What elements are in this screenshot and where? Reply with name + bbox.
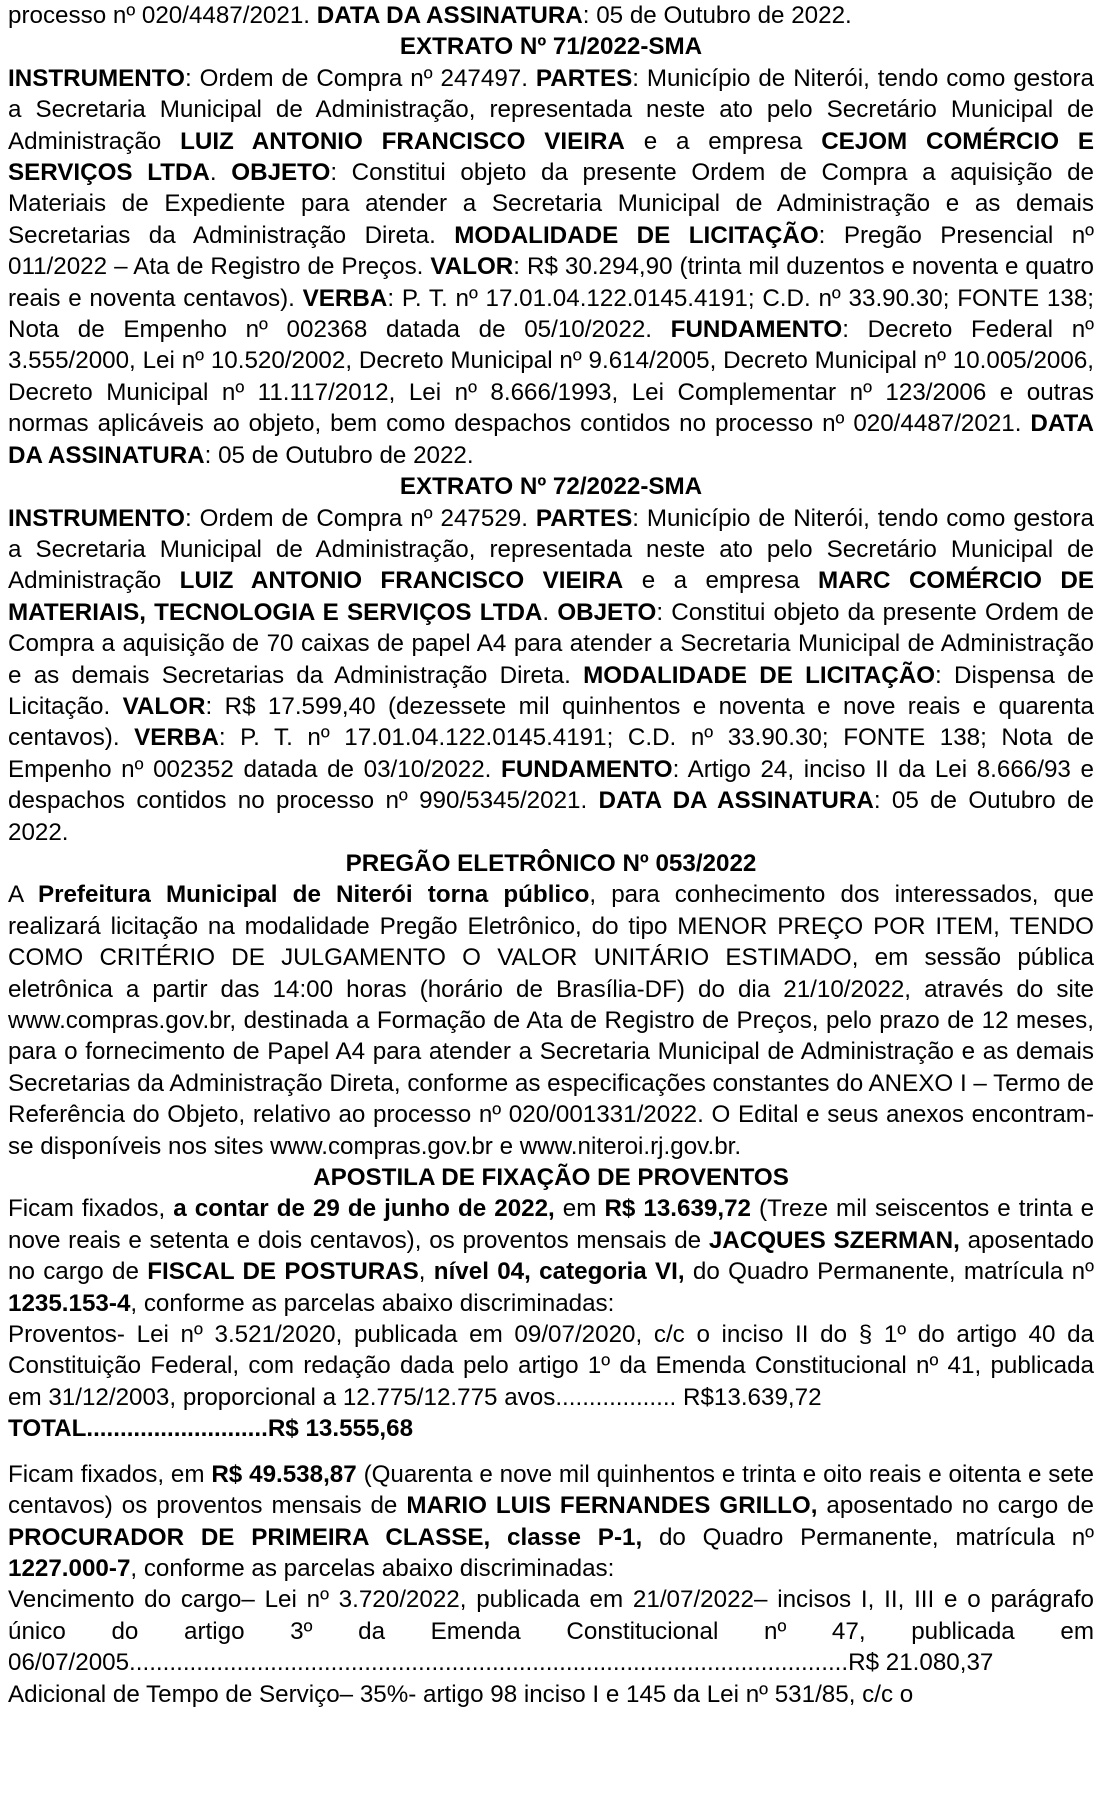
heading-pregao-eletronico: PREGÃO ELETRÔNICO Nº 053/2022 <box>345 849 757 877</box>
text-run: (Quarenta e nove mil quinhentos e trinta e oito reais e oitenta e sete centavos) os proventos mensais de <box>8 1460 1094 1520</box>
bold-text-run: JACQUES SZERMAN, <box>708 1226 960 1254</box>
bold-text-run: MARC COMÉRCIO DE MATERIAIS, TECNOLOGIA E SERVIÇOS LTDA <box>8 567 1094 626</box>
text-run: : R$ 17.599,40 (dezessete mil quinhentos e noventa e nove reais e quarenta centavos). <box>8 692 1094 752</box>
bold-text-run: PARTES <box>535 64 633 92</box>
paragraph-process-tail <box>8 0 1094 31</box>
text-run: , conforme as parcelas abaixo discriminadas: <box>130 1289 615 1317</box>
text-run: : Ordem de Compra nº 247497. <box>184 64 536 92</box>
bold-text-run: DATA DA ASSINATURA <box>8 410 1094 469</box>
text-run: : Pregão Presencial nº 011/2022 – Ata de Registro de Preços. <box>8 221 1094 281</box>
bold-text-run: MODALIDADE DE LICITAÇÃO <box>454 221 819 249</box>
paragraph-apostila-mario <box>8 1459 1094 1585</box>
text-run: Ficam fixados, <box>8 1195 174 1223</box>
text-run: : Município de Niterói, tendo como gestora a Secretaria Municipal de Administração, representada neste ato pelo Secretário Municipal de Administração <box>8 64 1094 155</box>
text-run: : Município de Niterói, tendo como gestora a Secretaria Municipal de Administração, representada neste ato pelo Secretário Municipal de Administração <box>8 504 1094 595</box>
bold-text-run: a contar de 29 de junho de 2022, <box>173 1195 555 1223</box>
bold-text-run: PARTES <box>535 504 633 532</box>
text-run: : P. T. nº 17.01.04.122.0145.4191; C.D. nº 33.90.30; FONTE 138; Nota de Empenho nº 002352 datada de 03/10/2022. <box>8 724 1094 783</box>
text-run: processo nº 020/4487/2021. <box>8 2 317 29</box>
heading-apostila: APOSTILA DE FIXAÇÃO DE PROVENTOS <box>313 1164 789 1192</box>
text-run: : R$ 30.294,90 (trinta mil duzentos e noventa e quatro reais e noventa centavos). <box>8 253 1094 312</box>
text-run: . <box>209 159 232 187</box>
bold-text-run: PROCURADOR DE PRIMEIRA CLASSE, classe P-1, <box>8 1523 643 1551</box>
text-run: : 05 de Outubro de 2022. <box>204 441 474 469</box>
heading-extrato-71: EXTRATO Nº 71/2022-SMA <box>399 33 703 61</box>
text-run: aposentado no cargo de <box>817 1492 1095 1520</box>
text-run: e a empresa <box>624 127 822 155</box>
bold-text-run: TOTAL...........................R$ 13.555,68 <box>8 1415 414 1443</box>
heading-extrato-72: EXTRATO Nº 72/2022-SMA <box>399 473 703 501</box>
bold-text-run: 1227.000-7 <box>8 1554 131 1582</box>
text-run: Ficam fixados, em <box>8 1460 212 1488</box>
bold-text-run: INSTRUMENTO <box>8 504 185 532</box>
text-run: aposentado no cargo de <box>8 1226 1095 1286</box>
paragraph-extrato-72 <box>8 503 1094 848</box>
bold-text-run: FUNDAMENTO <box>670 316 843 344</box>
text-run: . <box>542 598 558 626</box>
bold-text-run: OBJETO <box>231 159 331 187</box>
bold-text-run: VERBA <box>302 284 388 312</box>
bold-text-run: OBJETO <box>557 598 657 626</box>
text-run: A <box>8 881 38 909</box>
text-run: Vencimento do cargo– Lei nº 3.720/2022, publicada em 21/07/2022– incisos I, II, III e o parágrafo único do artigo 3º da Emenda Constitucional nº 47, publicada em 06/07/2005...........................................................................................................R$ 21.080,37 <box>8 1586 1094 1677</box>
bold-text-run: FUNDAMENTO <box>501 755 673 783</box>
bold-text-run: CEJOM COMÉRCIO E SERVIÇOS LTDA <box>8 127 1095 187</box>
paragraph-apostila-jacques-proventos <box>8 1319 1094 1413</box>
paragraph-apostila-mario-vencimento <box>8 1584 1094 1678</box>
text-run: , para conhecimento dos interessados, que realizará licitação na modalidade Pregão Eletrônico, do tipo MENOR PREÇO POR ITEM, TENDO COMO CRITÉRIO DE JULGAMENTO O VALOR UNITÁRIO ESTIMADO, em sessão pública eletrônica a partir das 14:00 horas (horário de Brasília-DF) do dia 21/10/2022, através do site www.compras.gov.br, destinada a Formação de Ata de Registro de Preços, pelo prazo de 12 meses, para o fornecimento de Papel A4 para atender a Secretaria Municipal de Administração e as demais Secretarias da Administração Direta, conforme as especificações constantes do ANEXO I – Termo de Referência do Objeto, relativo ao processo nº 020/001331/2022. O Edital e seus anexos encontram-se disponíveis nos sites www.compras.gov.br e www.niteroi.rj.gov.br. <box>8 881 1094 1160</box>
paragraph-pregao-eletronico <box>8 879 1094 1162</box>
text-run: : Constitui objeto da presente Ordem de Compra a aquisição de 70 caixas de papel A4 para atender a Secretaria Municipal de Administração e as demais Secretarias da Administração Direta. <box>8 598 1094 689</box>
text-run: : Constitui objeto da presente Ordem de Compra a aquisição de Materiais de Expediente para atender a Secretaria Municipal de Administração e as demais Secretarias da Administração Direta. <box>8 159 1094 249</box>
bold-text-run: Prefeitura Municipal de Niterói torna público <box>37 881 590 909</box>
bold-text-run: MODALIDADE DE LICITAÇÃO <box>583 661 936 689</box>
bold-text-run: 1235.153-4 <box>8 1289 131 1317</box>
text-run: , <box>418 1258 434 1286</box>
paragraph-extrato-71 <box>8 63 1094 471</box>
text-run: : Decreto Federal nº 3.555/2000, Lei nº 10.520/2002, Decreto Municipal nº 9.614/2005, Decreto Municipal nº 10.005/2006, Decreto Municipal nº 11.117/2012, Lei nº 8.666/1993, Lei Complementar nº 123/2006 e outras normas aplicáveis ao objeto, bem como despachos contidos no processo nº 020/4487/2021. <box>8 316 1094 438</box>
text-run: Proventos- Lei nº 3.521/2020, publicada em 09/07/2020, c/c o inciso II do § 1º do artigo 40 da Constituição Federal, com redação dada pelo artigo 1º da Emenda Constitucional nº 41, publicada em 31/12/2003, proporcional a 12.775/12.775 avos.................. R$13.639,72 <box>8 1321 1094 1411</box>
text-run: : Dispensa de Licitação. <box>8 661 1094 720</box>
paragraph-apostila-jacques <box>8 1193 1094 1319</box>
text-run: (Treze mil seiscentos e trinta e nove reais e setenta e dois centavos), os proventos mensais de <box>8 1195 1095 1254</box>
text-run: do Quadro Permanente, matrícula nº <box>642 1523 1094 1551</box>
text-run: : 05 de Outubro de 2022. <box>582 2 852 29</box>
bold-text-run: FISCAL DE POSTURAS <box>147 1258 419 1286</box>
text-run: : P. T. nº 17.01.04.122.0145.4191; C.D. nº 33.90.30; FONTE 138; Nota de Empenho nº 002368 datada de 05/10/2022. <box>8 284 1095 344</box>
text-run: : Ordem de Compra nº 247529. <box>184 504 536 532</box>
bold-text-run: MARIO LUIS FERNANDES GRILLO, <box>406 1492 818 1520</box>
paragraph-apostila-jacques-total <box>8 1413 1094 1444</box>
text-run: em <box>554 1195 605 1223</box>
text-run: e a empresa <box>623 567 818 595</box>
text-run: do Quadro Permanente, matrícula nº <box>684 1258 1094 1286</box>
bold-text-run: nível 04, categoria VI, <box>433 1258 685 1286</box>
bold-text-run: LUIZ ANTONIO FRANCISCO VIEIRA <box>179 567 624 595</box>
text-run: : 05 de Outubro de 2022. <box>8 787 1094 846</box>
bold-text-run: DATA DA ASSINATURA <box>598 787 874 815</box>
bold-text-run: VALOR <box>122 692 206 720</box>
bold-text-run: INSTRUMENTO <box>8 64 185 92</box>
bold-text-run: R$ 49.538,87 <box>211 1460 357 1488</box>
bold-text-run: R$ 13.639,72 <box>604 1195 752 1223</box>
text-run: Adicional de Tempo de Serviço– 35%- artigo 98 inciso I e 145 da Lei nº 531/85, c/c o <box>8 1680 914 1708</box>
text-run: , conforme as parcelas abaixo discriminadas: <box>130 1554 615 1582</box>
bold-text-run: LUIZ ANTONIO FRANCISCO VIEIRA <box>180 127 625 155</box>
bold-text-run: VALOR <box>430 253 514 281</box>
paragraph-apostila-mario-adicional <box>8 1679 1094 1710</box>
text-run: : Artigo 24, inciso II da Lei 8.666/93 e despachos contidos no processo nº 990/5345/2021. <box>8 755 1094 815</box>
bold-text-run: VERBA <box>134 724 219 752</box>
bold-text-run: DATA DA ASSINATURA <box>316 2 583 29</box>
